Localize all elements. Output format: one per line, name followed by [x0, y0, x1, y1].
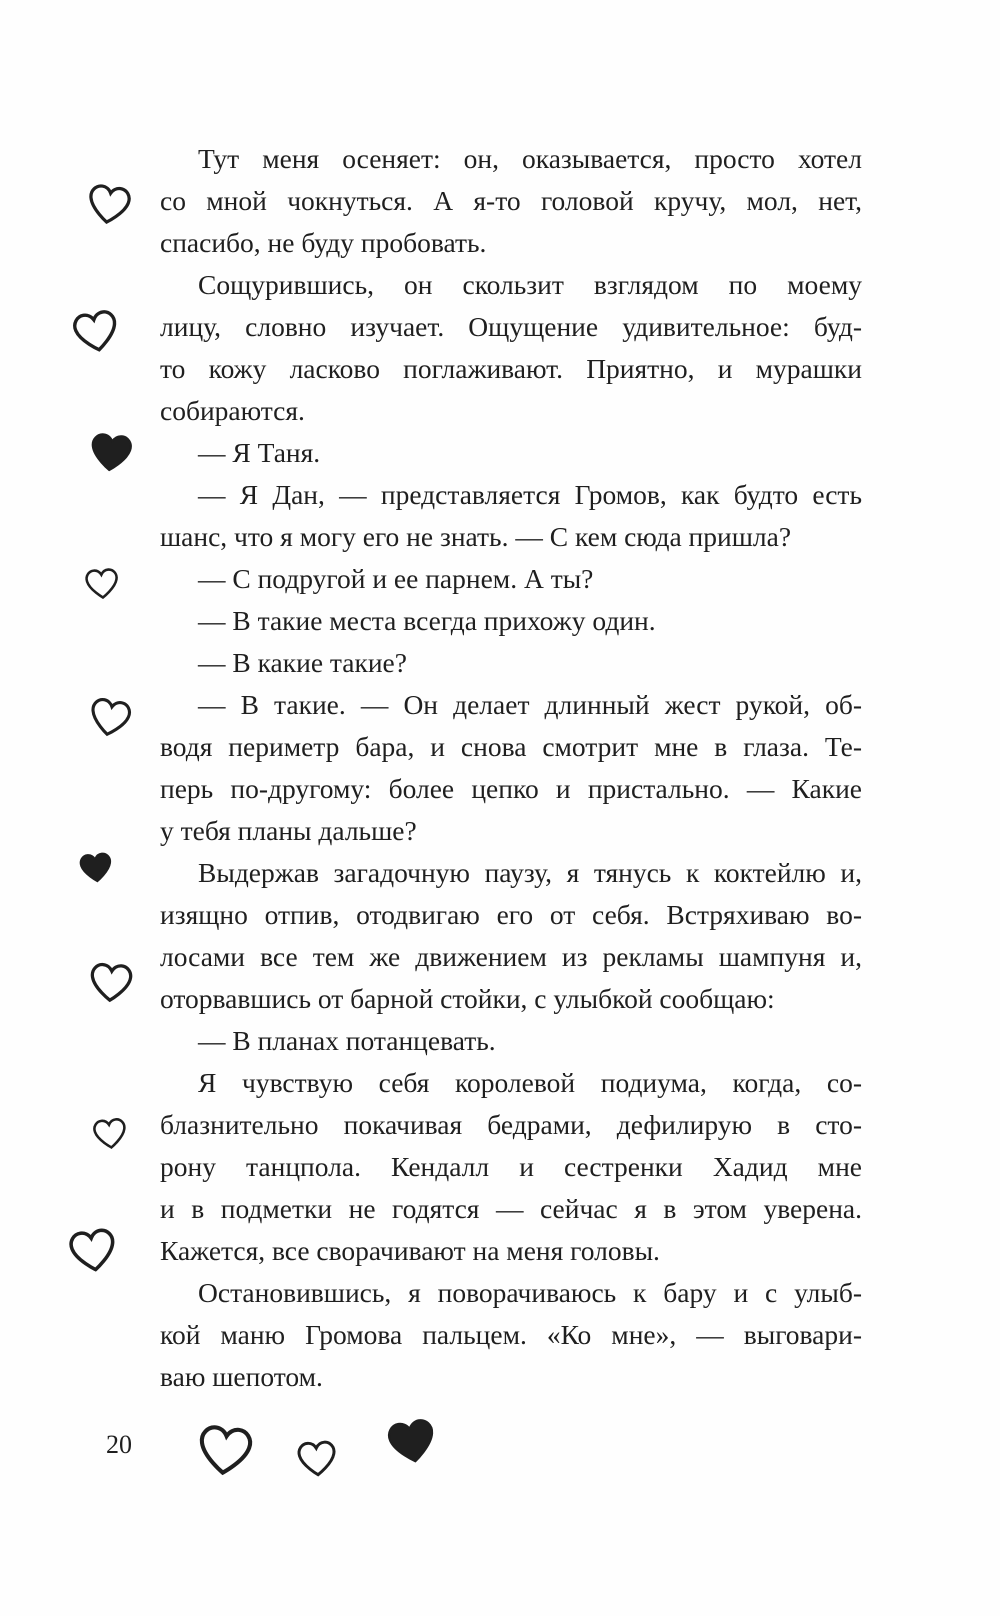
text-line: — Я Дан, — представляется Громов, как будто есть — [198, 479, 862, 510]
heart-icon — [86, 958, 135, 1007]
paragraph — [160, 432, 862, 474]
text-line: и в подметки не годятся — сейчас я в этом уверена. — [160, 1193, 862, 1224]
text-line: со мной чокнуться. А я-то головой кручу, мол, нет, — [160, 185, 862, 216]
text-line: — В какие такие? — [198, 647, 407, 678]
text-line: рону танцпола. Кендалл и сестренки Хадид мне — [160, 1151, 862, 1182]
paragraph — [160, 1272, 862, 1398]
heart-icon — [90, 1114, 130, 1154]
text-line: кой маню Громова пальцем. «Ко мне», — выговари- — [160, 1319, 862, 1350]
text-line: ваю шепотом. — [160, 1361, 323, 1392]
paragraph — [160, 642, 862, 684]
heart-icon — [65, 1223, 121, 1279]
text-line: Сощурившись, он скользит взглядом по моему — [198, 269, 862, 300]
paragraph — [160, 852, 862, 1020]
heart-icon — [295, 1437, 340, 1482]
paragraph — [160, 558, 862, 600]
heart-icon — [382, 1412, 442, 1472]
heart-icon — [76, 848, 116, 888]
heart-icon — [193, 1419, 257, 1483]
text-line: Кажется, все сворачивают на меня головы. — [160, 1235, 660, 1266]
text-line: лосами все тем же движением из рекламы шампуня и, — [160, 941, 862, 972]
text-line: — В такие. — Он делает длинный жест рукой, об- — [198, 689, 862, 720]
text-line: — В планах потанцевать. — [198, 1025, 496, 1056]
text-line: собираются. — [160, 395, 305, 426]
heart-icon — [86, 428, 137, 479]
text-line: лицу, словно изучает. Ощущение удивительное: буд- — [160, 311, 862, 342]
text-line: водя периметр бара, и снова смотрит мне в глаза. Те- — [160, 731, 862, 762]
text-line: оторвавшись от барной стойки, с улыбкой сообщаю: — [160, 983, 775, 1014]
text-line: то кожу ласково поглаживают. Приятно, и мурашки — [160, 353, 862, 384]
text-line: шанс, что я могу его не знать. — С кем сюда пришла? — [160, 521, 792, 552]
text-line: — В такие места всегда прихожу один. — [198, 605, 656, 636]
page-text — [160, 138, 862, 1398]
text-line: Тут меня осеняет: он, оказывается, просто хотел — [198, 143, 862, 174]
text-line: Я чувствую себя королевой подиума, когда, со- — [198, 1067, 862, 1098]
heart-icon — [83, 179, 135, 231]
paragraph — [160, 138, 862, 264]
paragraph — [160, 684, 862, 852]
text-line: Остановившись, я поворачиваюсь к бару и с улыб- — [198, 1277, 862, 1308]
paragraph — [160, 1020, 862, 1062]
text-line: у тебя планы дальше? — [160, 815, 417, 846]
paragraph — [160, 600, 862, 642]
heart-icon — [83, 565, 121, 603]
text-line: перь по-другому: более цепко и пристально. — Какие — [160, 773, 862, 804]
text-line: Выдержав загадочную паузу, я тянусь к коктейлю и, — [198, 857, 862, 888]
text-line: спасибо, не буду пробовать. — [160, 227, 487, 258]
text-line: блазнительно покачивая бедрами, дефилирую в сто- — [160, 1109, 862, 1140]
text-line: изящно отпив, отодвигаю его от себя. Встряхиваю во- — [160, 899, 862, 930]
page-number: 20 — [106, 1430, 132, 1459]
heart-icon — [68, 304, 124, 360]
paragraph — [160, 474, 862, 558]
text-line: — С подругой и ее парнем. А ты? — [198, 563, 594, 594]
text-line: — Я Таня. — [198, 437, 321, 468]
paragraph — [160, 1062, 862, 1272]
paragraph — [160, 264, 862, 432]
heart-icon — [85, 693, 136, 744]
